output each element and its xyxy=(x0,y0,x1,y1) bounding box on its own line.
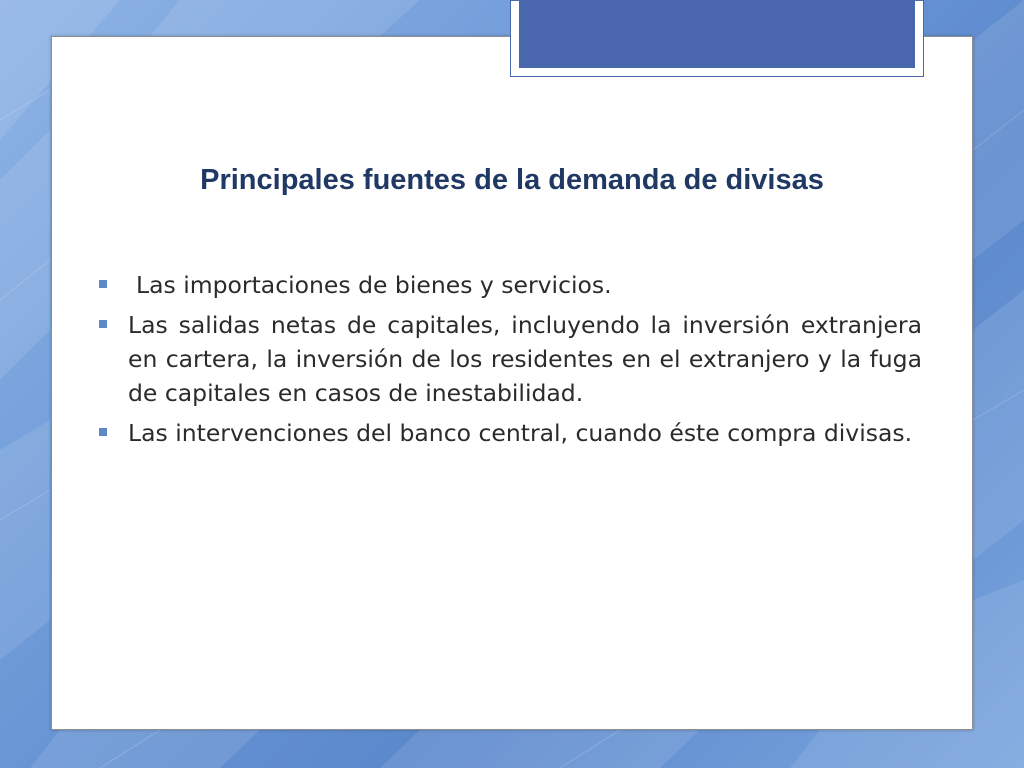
square-bullet-icon xyxy=(99,280,107,288)
square-bullet-icon xyxy=(99,428,107,436)
slide-title: Principales fuentes de la demanda de divisas xyxy=(200,164,824,196)
bullet-text: Las salidas netas de capitales, incluyendo la inversión extranjera en cartera, la inversión de los residentes en el extranjero y la fuga de capitales en casos de inestabilidad. xyxy=(128,311,922,407)
bullet-list xyxy=(96,268,922,456)
square-bullet-icon xyxy=(99,320,107,328)
bullet-item xyxy=(96,416,922,450)
bullet-item xyxy=(96,268,922,302)
bullet-text: Las intervenciones del banco central, cuando éste compra divisas. xyxy=(128,419,913,447)
header-accent-tab xyxy=(510,0,924,77)
bullet-text: Las importaciones de bienes y servicios. xyxy=(136,271,612,299)
bullet-item xyxy=(96,308,922,410)
header-accent-fill xyxy=(519,1,915,68)
